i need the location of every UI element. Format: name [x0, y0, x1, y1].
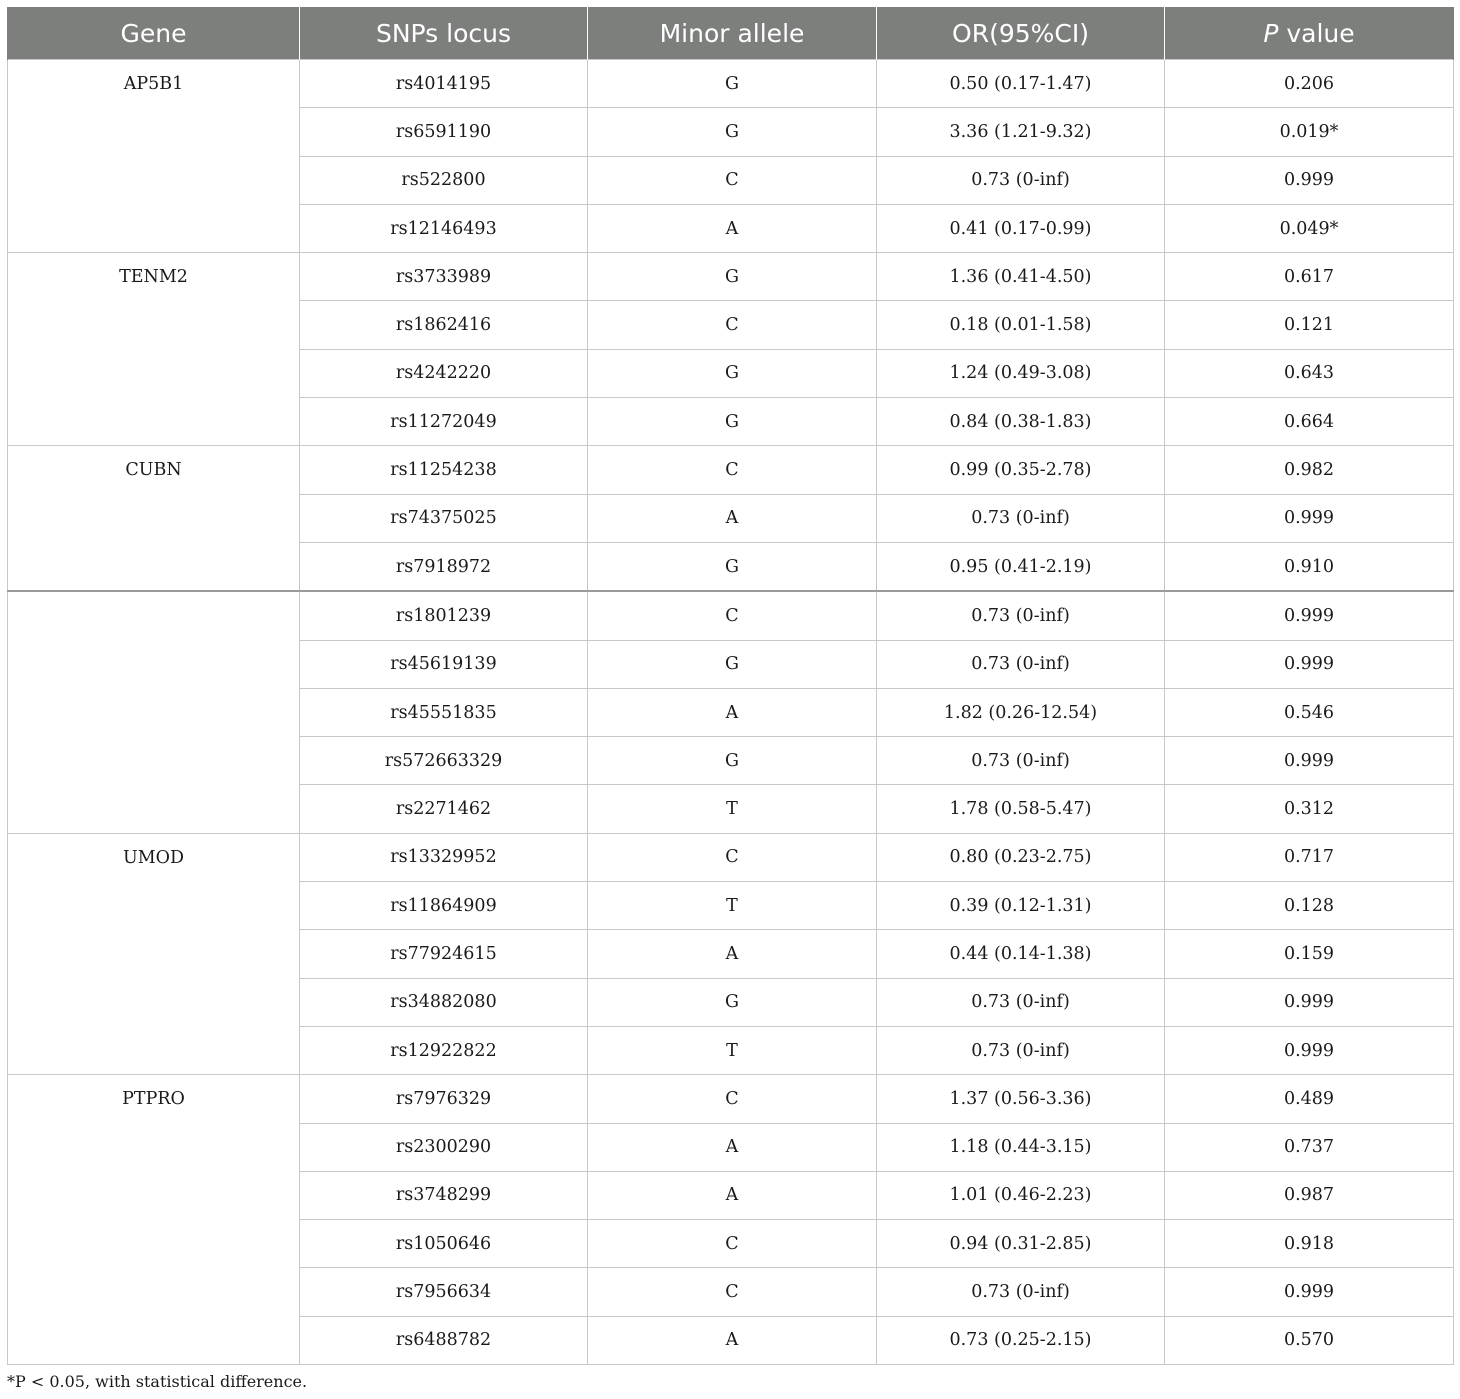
or-ci-cell: 0.73 (0-inf)	[877, 156, 1165, 204]
minor-allele-cell: G	[588, 60, 877, 108]
snp-locus-cell: rs77924615	[300, 930, 588, 978]
minor-allele-cell: C	[588, 591, 877, 640]
snp-locus-cell: rs12146493	[300, 204, 588, 252]
header-gene: Gene	[8, 7, 300, 60]
gene-cell	[8, 591, 300, 833]
snp-locus-cell: rs2300290	[300, 1123, 588, 1171]
p-value-cell: 0.570	[1165, 1316, 1454, 1364]
or-ci-cell: 0.99 (0.35-2.78)	[877, 446, 1165, 494]
minor-allele-cell: C	[588, 446, 877, 494]
p-value-cell: 0.019*	[1165, 108, 1454, 156]
snp-locus-cell: rs45551835	[300, 688, 588, 736]
minor-allele-cell: G	[588, 108, 877, 156]
minor-allele-cell: G	[588, 398, 877, 446]
or-ci-cell: 0.50 (0.17-1.47)	[877, 60, 1165, 108]
p-value-cell: 0.717	[1165, 833, 1454, 881]
or-ci-cell: 0.73 (0-inf)	[877, 737, 1165, 785]
snp-locus-cell: rs3748299	[300, 1171, 588, 1219]
snp-locus-cell: rs13329952	[300, 833, 588, 881]
snp-locus-cell: rs522800	[300, 156, 588, 204]
snp-locus-cell: rs34882080	[300, 978, 588, 1026]
or-ci-cell: 0.44 (0.14-1.38)	[877, 930, 1165, 978]
or-ci-cell: 0.39 (0.12-1.31)	[877, 882, 1165, 930]
or-ci-cell: 0.73 (0-inf)	[877, 591, 1165, 640]
minor-allele-cell: C	[588, 1075, 877, 1123]
minor-allele-cell: C	[588, 1220, 877, 1268]
p-value-cell: 0.546	[1165, 688, 1454, 736]
table-row	[8, 60, 1454, 108]
table-row	[8, 591, 1454, 640]
snp-locus-cell: rs11272049	[300, 398, 588, 446]
or-ci-cell: 0.84 (0.38-1.83)	[877, 398, 1165, 446]
minor-allele-cell: A	[588, 204, 877, 252]
minor-allele-cell: T	[588, 785, 877, 833]
minor-allele-cell: C	[588, 301, 877, 349]
snp-locus-cell: rs74375025	[300, 494, 588, 542]
snp-locus-cell: rs11254238	[300, 446, 588, 494]
or-ci-cell: 0.73 (0-inf)	[877, 1026, 1165, 1074]
table-body	[8, 60, 1454, 1365]
or-ci-cell: 1.82 (0.26-12.54)	[877, 688, 1165, 736]
snp-locus-cell: rs1862416	[300, 301, 588, 349]
minor-allele-cell: C	[588, 156, 877, 204]
header-or-95ci: OR(95%CI)	[877, 7, 1165, 60]
snp-locus-cell: rs572663329	[300, 737, 588, 785]
minor-allele-cell: A	[588, 688, 877, 736]
gene-cell: PTPRO	[8, 1075, 300, 1365]
or-ci-cell: 3.36 (1.21-9.32)	[877, 108, 1165, 156]
header-snps-locus: SNPs locus	[300, 7, 588, 60]
snp-association-table	[7, 7, 1454, 1365]
p-value-cell: 0.312	[1165, 785, 1454, 833]
p-value-cell: 0.643	[1165, 349, 1454, 397]
or-ci-cell: 1.78 (0.58-5.47)	[877, 785, 1165, 833]
p-value-cell: 0.664	[1165, 398, 1454, 446]
snp-locus-cell: rs7918972	[300, 542, 588, 591]
minor-allele-cell: A	[588, 930, 877, 978]
or-ci-cell: 0.73 (0-inf)	[877, 640, 1165, 688]
or-ci-cell: 0.95 (0.41-2.19)	[877, 542, 1165, 591]
snp-locus-cell: rs3733989	[300, 253, 588, 301]
snp-locus-cell: rs7956634	[300, 1268, 588, 1316]
snp-locus-cell: rs1050646	[300, 1220, 588, 1268]
table-footnote: *P < 0.05, with statistical difference.	[7, 1372, 308, 1391]
or-ci-cell: 0.73 (0.25-2.15)	[877, 1316, 1165, 1364]
gene-cell: CUBN	[8, 446, 300, 591]
or-ci-cell: 1.36 (0.41-4.50)	[877, 253, 1165, 301]
p-value-cell: 0.617	[1165, 253, 1454, 301]
snp-locus-cell: rs2271462	[300, 785, 588, 833]
gene-cell: UMOD	[8, 833, 300, 1074]
snp-locus-cell: rs12922822	[300, 1026, 588, 1074]
snp-locus-cell: rs4242220	[300, 349, 588, 397]
or-ci-cell: 0.80 (0.23-2.75)	[877, 833, 1165, 881]
or-ci-cell: 0.94 (0.31-2.85)	[877, 1220, 1165, 1268]
minor-allele-cell: G	[588, 542, 877, 591]
or-ci-cell: 0.18 (0.01-1.58)	[877, 301, 1165, 349]
p-value-cell: 0.999	[1165, 591, 1454, 640]
header-p-letter: P	[1263, 18, 1279, 48]
p-value-cell: 0.999	[1165, 737, 1454, 785]
snp-locus-cell: rs6488782	[300, 1316, 588, 1364]
p-value-cell: 0.049*	[1165, 204, 1454, 252]
p-value-cell: 0.489	[1165, 1075, 1454, 1123]
minor-allele-cell: C	[588, 1268, 877, 1316]
snp-locus-cell: rs6591190	[300, 108, 588, 156]
p-value-cell: 0.999	[1165, 640, 1454, 688]
p-value-cell: 0.918	[1165, 1220, 1454, 1268]
p-value-cell: 0.737	[1165, 1123, 1454, 1171]
snp-locus-cell: rs11864909	[300, 882, 588, 930]
minor-allele-cell: A	[588, 1171, 877, 1219]
or-ci-cell: 0.73 (0-inf)	[877, 1268, 1165, 1316]
p-value-cell: 0.206	[1165, 60, 1454, 108]
table-row	[8, 1075, 1454, 1123]
or-ci-cell: 0.41 (0.17-0.99)	[877, 204, 1165, 252]
table-row	[8, 446, 1454, 494]
header-p-value	[1165, 7, 1454, 60]
header-p-label: value	[1278, 18, 1355, 48]
or-ci-cell: 0.73 (0-inf)	[877, 978, 1165, 1026]
or-ci-cell: 1.01 (0.46-2.23)	[877, 1171, 1165, 1219]
minor-allele-cell: T	[588, 1026, 877, 1074]
minor-allele-cell: G	[588, 978, 877, 1026]
gene-cell: TENM2	[8, 253, 300, 446]
minor-allele-cell: G	[588, 253, 877, 301]
gene-cell: AP5B1	[8, 60, 300, 253]
snp-locus-cell: rs1801239	[300, 591, 588, 640]
p-value-cell: 0.159	[1165, 930, 1454, 978]
p-value-cell: 0.121	[1165, 301, 1454, 349]
minor-allele-cell: C	[588, 833, 877, 881]
p-value-cell: 0.987	[1165, 1171, 1454, 1219]
p-value-cell: 0.999	[1165, 156, 1454, 204]
minor-allele-cell: G	[588, 640, 877, 688]
p-value-cell: 0.999	[1165, 1268, 1454, 1316]
table-header	[8, 7, 1454, 60]
minor-allele-cell: A	[588, 494, 877, 542]
p-value-cell: 0.982	[1165, 446, 1454, 494]
p-value-cell: 0.999	[1165, 1026, 1454, 1074]
or-ci-cell: 0.73 (0-inf)	[877, 494, 1165, 542]
minor-allele-cell: G	[588, 737, 877, 785]
table-row	[8, 833, 1454, 881]
or-ci-cell: 1.37 (0.56-3.36)	[877, 1075, 1165, 1123]
p-value-cell: 0.999	[1165, 978, 1454, 1026]
or-ci-cell: 1.24 (0.49-3.08)	[877, 349, 1165, 397]
minor-allele-cell: A	[588, 1123, 877, 1171]
minor-allele-cell: A	[588, 1316, 877, 1364]
p-value-cell: 0.910	[1165, 542, 1454, 591]
snp-locus-cell: rs7976329	[300, 1075, 588, 1123]
header-row	[8, 7, 1454, 60]
snp-locus-cell: rs4014195	[300, 60, 588, 108]
snp-locus-cell: rs45619139	[300, 640, 588, 688]
snp-association-table-container	[7, 7, 1453, 1365]
header-minor-allele: Minor allele	[588, 7, 877, 60]
minor-allele-cell: T	[588, 882, 877, 930]
or-ci-cell: 1.18 (0.44-3.15)	[877, 1123, 1165, 1171]
p-value-cell: 0.999	[1165, 494, 1454, 542]
table-row	[8, 253, 1454, 301]
p-value-cell: 0.128	[1165, 882, 1454, 930]
minor-allele-cell: G	[588, 349, 877, 397]
